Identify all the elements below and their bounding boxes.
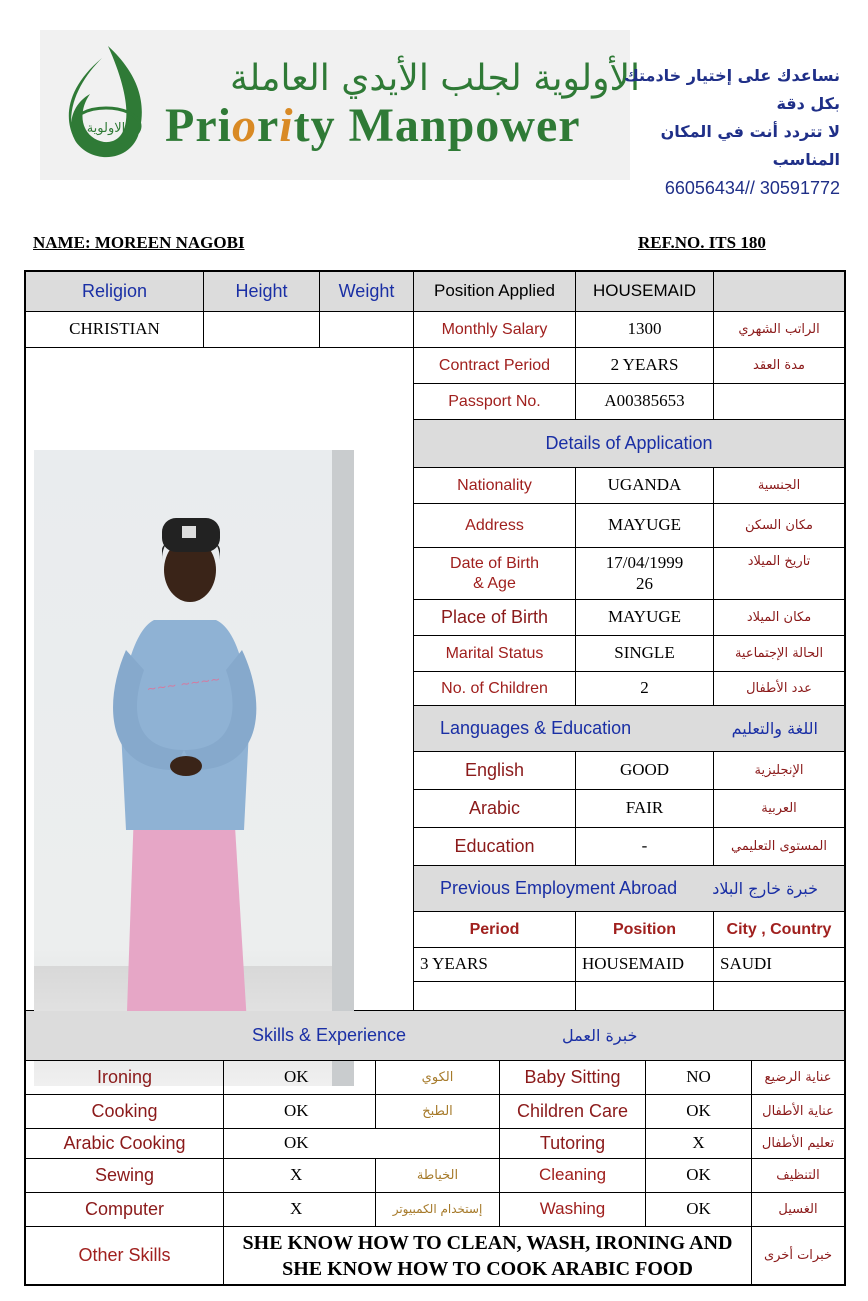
- passport-value: A00385653: [576, 384, 714, 420]
- skill-arabic: الخياطة: [376, 1159, 500, 1193]
- children-label: No. of Children: [414, 672, 576, 706]
- skill-label: Ironing: [26, 1061, 224, 1095]
- other-skills-arabic: خبرات أخرى: [763, 1247, 833, 1263]
- languages-section-header: [414, 706, 844, 752]
- brand-accent-o: o: [231, 99, 257, 152]
- marital-label: Marital Status: [414, 636, 576, 672]
- dob-label-line: & Age: [473, 574, 516, 592]
- skill-arabic: عناية الأطفال: [752, 1095, 844, 1129]
- contract-arabic: مدة العقد: [714, 348, 844, 384]
- skill-value: OK: [224, 1129, 376, 1159]
- pob-label: Place of Birth: [414, 600, 576, 636]
- position-applied-label: Position Applied: [414, 272, 576, 312]
- dob-date: 17/04/1999: [605, 553, 684, 573]
- skills-title-arabic: خبرة العمل: [562, 1025, 638, 1045]
- other-skills-line: SHE KNOW HOW TO CLEAN, WASH, IRONING AND: [242, 1231, 733, 1254]
- other-skills-line: SHE KNOW HOW TO COOK ARABIC FOOD: [282, 1257, 693, 1280]
- english-value: GOOD: [576, 752, 714, 790]
- applicant-name: NAME: MOREEN NAGOBI: [33, 233, 245, 252]
- skill-label: Washing: [500, 1193, 646, 1227]
- skills-section-header: [26, 1011, 844, 1061]
- logo-arabic-text: الاولوية: [86, 121, 126, 136]
- nationality-arabic: الجنسية: [714, 468, 844, 504]
- brand-accent-i: i: [279, 99, 294, 152]
- height-value: [204, 312, 320, 348]
- skill-arabic: إستخدام الكمبيوتر: [376, 1193, 500, 1227]
- slogan-line: لا تتردد أنت في المكان المناسب: [660, 122, 840, 169]
- skill-arabic: التنظيف: [752, 1159, 844, 1193]
- dob-label-line: Date of Birth: [450, 555, 539, 573]
- dob-value: [576, 548, 714, 600]
- svg-text:~~~ ~~~~: ~~~ ~~~~: [145, 671, 222, 697]
- brand-name-arabic: الأولوية لجلب الأيدي العاملة: [229, 58, 640, 99]
- skill-value: OK: [646, 1095, 752, 1129]
- dob-arabic: تاريخ الميلاد: [714, 548, 844, 600]
- company-emblem-logo: [52, 38, 164, 170]
- skill-label: Baby Sitting: [500, 1061, 646, 1095]
- religion-label: Religion: [26, 272, 204, 312]
- skill-label: Tutoring: [500, 1129, 646, 1159]
- contract-value: 2 YEARS: [576, 348, 714, 384]
- weight-value: [320, 312, 414, 348]
- reference-number: REF.NO. ITS 180: [638, 233, 766, 252]
- employment-country: SAUDI: [714, 948, 844, 982]
- slogan: [620, 62, 840, 174]
- skill-label: Computer: [26, 1193, 224, 1227]
- cv-form-table: [24, 270, 846, 1286]
- employment-period: 3 YEARS: [414, 948, 576, 982]
- employment-empty-cell: [414, 982, 576, 1011]
- languages-title: Languages & Education: [440, 717, 632, 738]
- skill-label: Sewing: [26, 1159, 224, 1193]
- address-arabic: مكان السكن: [714, 504, 844, 548]
- pob-arabic: مكان الميلاد: [714, 600, 844, 636]
- english-arabic: الإنجليزية: [714, 752, 844, 790]
- skill-arabic: الكوي: [376, 1061, 500, 1095]
- skill-arabic: الغسيل: [752, 1193, 844, 1227]
- brand-part: Pri: [165, 99, 232, 152]
- salary-arabic: الراتب الشهري: [714, 312, 844, 348]
- position-header: Position: [576, 912, 714, 948]
- children-arabic: عدد الأطفال: [714, 672, 844, 706]
- brand-part: r: [256, 99, 280, 152]
- slogan-line: نساعدك على إختيار خادمتك بكل دقة: [624, 66, 840, 113]
- other-skills-label: Other Skills: [26, 1227, 224, 1284]
- brand-name-english: [165, 98, 645, 153]
- position-applied-value: HOUSEMAID: [576, 272, 714, 312]
- position-blank: [714, 272, 844, 312]
- skill-arabic: [376, 1129, 500, 1159]
- salary-value: 1300: [576, 312, 714, 348]
- skill-arabic: الطبخ: [376, 1095, 500, 1129]
- religion-value: CHRISTIAN: [26, 312, 204, 348]
- dob-label: [414, 548, 576, 600]
- age-value: 26: [636, 573, 653, 593]
- education-label: Education: [414, 828, 576, 866]
- skill-value: OK: [646, 1193, 752, 1227]
- person-figure: [34, 450, 354, 1086]
- city-country-header: City , Country: [714, 912, 844, 948]
- details-section-header: Details of Application: [414, 420, 844, 468]
- skills-title: Skills & Experience: [252, 1024, 407, 1045]
- marital-arabic: الحالة الإجتماعية: [714, 636, 844, 672]
- pob-value: MAYUGE: [576, 600, 714, 636]
- nationality-label: Nationality: [414, 468, 576, 504]
- other-skills-text: [224, 1227, 752, 1284]
- weight-label: Weight: [320, 272, 414, 312]
- skill-arabic: عناية الرضيع: [752, 1061, 844, 1095]
- salary-label: Monthly Salary: [414, 312, 576, 348]
- education-arabic: المستوى التعليمي: [714, 828, 844, 866]
- employment-section-header: [414, 866, 844, 912]
- employment-empty-cell: [576, 982, 714, 1011]
- skill-label: Cooking: [26, 1095, 224, 1129]
- applicant-photo: [34, 450, 354, 1086]
- company-logo-banner: [40, 30, 640, 180]
- skill-label: Cleaning: [500, 1159, 646, 1193]
- height-label: Height: [204, 272, 320, 312]
- skill-value: OK: [646, 1159, 752, 1193]
- skill-label: Arabic Cooking: [26, 1129, 224, 1159]
- period-header: Period: [414, 912, 576, 948]
- skill-value: X: [646, 1129, 752, 1159]
- arabic-arabic: العربية: [714, 790, 844, 828]
- address-label: Address: [414, 504, 576, 548]
- skill-value: NO: [646, 1061, 752, 1095]
- children-value: 2: [576, 672, 714, 706]
- photo-cell: [26, 348, 414, 1011]
- marital-value: SINGLE: [576, 636, 714, 672]
- skill-value: OK: [224, 1095, 376, 1129]
- english-label: English: [414, 752, 576, 790]
- skill-value: X: [224, 1193, 376, 1227]
- languages-title-arabic: اللغة والتعليم: [731, 718, 818, 738]
- arabic-label: Arabic: [414, 790, 576, 828]
- employment-title-arabic: خبرة خارج البلاد: [712, 878, 818, 898]
- education-value: -: [576, 828, 714, 866]
- passport-blank: [714, 384, 844, 420]
- skill-arabic: تعليم الأطفال: [752, 1129, 844, 1159]
- skill-value: OK: [224, 1061, 376, 1095]
- skill-value: X: [224, 1159, 376, 1193]
- contract-label: Contract Period: [414, 348, 576, 384]
- employment-title: Previous Employment Abroad: [440, 877, 678, 898]
- nationality-value: UGANDA: [576, 468, 714, 504]
- skill-label: Children Care: [500, 1095, 646, 1129]
- arabic-value: FAIR: [576, 790, 714, 828]
- phone-numbers: 66056434// 30591772: [664, 178, 840, 198]
- passport-label: Passport No.: [414, 384, 576, 420]
- brand-part: ty Manpower: [293, 99, 581, 152]
- employment-empty-cell: [714, 982, 844, 1011]
- employment-position: HOUSEMAID: [576, 948, 714, 982]
- address-value: MAYUGE: [576, 504, 714, 548]
